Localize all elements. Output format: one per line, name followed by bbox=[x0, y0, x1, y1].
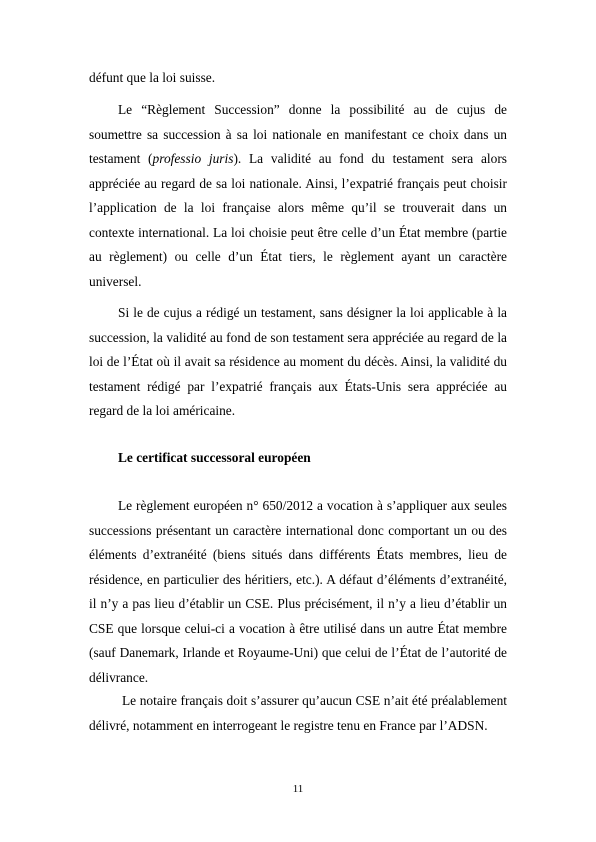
paragraph-reglement-succession bbox=[89, 98, 507, 294]
paragraph-testament bbox=[89, 301, 507, 424]
paragraph-1-before: Le “Règlement Succession” donne la possibilité au de cujus de soumettre sa succession à sa loi nationale en manifestant ce choix dans un testament ( bbox=[89, 102, 507, 166]
fragment-paragraph bbox=[89, 66, 507, 91]
paragraph-3: Le règlement européen n° 650/2012 a vocation à s’appliquer aux seules successions présentant un caractère international donc comportant un ou des éléments d’extranéité (biens situés dans différents États membres, lieu de résidence, en particulier des héritiers, etc.). A défaut d’éléments d’extranéité, il n’y a pas lieu d’établir un CSE. Plus précisément, il n’y a lieu d’établir un CSE que lorsque celui-ci a vocation à être utilisé dans un autre État membre (sauf Danemark, Irlande et Royaume-Uni) que celui de l’État de l’autorité de délivrance. bbox=[89, 498, 507, 685]
page-number: 11 bbox=[292, 783, 304, 795]
section-heading: Le certificat successoral européen bbox=[118, 450, 311, 465]
paragraph-4: Le notaire français doit s’assurer qu’aucun CSE n’ait été préalablement délivré, notamment en interrogeant le registre tenu en France par l’ADSN. bbox=[89, 693, 507, 733]
paragraph-notaire bbox=[89, 689, 507, 738]
paragraph-2: Si le de cujus a rédigé un testament, sans désigner la loi applicable à la succession, la validité au fond de son testament sera appréciée au regard de la loi de l’État où il avait sa résidence au moment du décès. Ainsi, la validité du testament rédigé par l’expatrié français aux États-Unis sera appréciée au regard de la loi américaine. bbox=[89, 305, 507, 418]
paragraph-reglement-europeen bbox=[89, 494, 507, 690]
professio-juris-term: professio juris bbox=[152, 151, 234, 166]
paragraph-1-after: ). La validité au fond du testament sera alors appréciée au regard de sa loi nationale. Ainsi, l’expatrié français peut choisir l’application de la loi française alors même qu’il se trouverait dans un contexte international. La loi choisie peut être celle d’un État membre (partie au règlement) ou celle d’un État tiers, le règlement ayant un caractère universel. bbox=[89, 151, 507, 289]
fragment-line: défunt que la loi suisse. bbox=[89, 70, 216, 85]
paragraph-1 bbox=[89, 98, 507, 294]
